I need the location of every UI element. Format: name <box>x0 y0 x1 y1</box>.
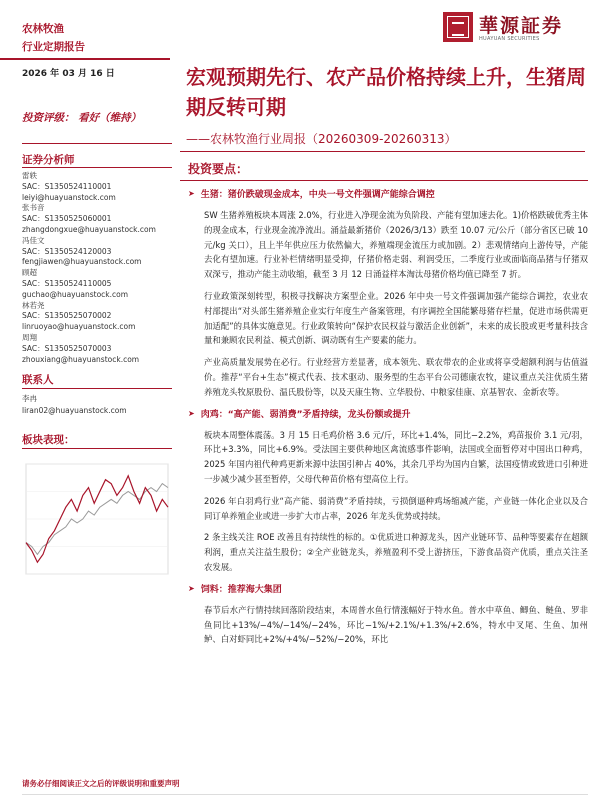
chart-divider <box>22 448 172 449</box>
arrow-right-icon: ➤ <box>188 408 195 418</box>
contact-heading: 联系人 <box>22 374 54 386</box>
paragraph: 行业政策深刻转型，积极寻找解决方案型企业。2026 年中央一号文件强调加强产能综合调控，农业农村部提出“对头部生猪养殖企业实行年度生产备案管理，有序调控全国能繁母猪存栏量，促进市场供需更加适配”的具体实施意见。行业政策转向“保护农民权益与激活企业创新”，未来的成长股或更考量科技含量和兼顾农民利益、模式创新、调动既有生产要素的能力。 <box>204 290 588 346</box>
section-title-chicken <box>188 407 588 420</box>
key-points-heading: 投资要点： <box>188 162 249 176</box>
section-title-text: 生猪：猪价跌破现金成本，中央一号文件强调产能综合调控 <box>200 190 435 200</box>
analyst-line: 冯佳文 <box>22 235 45 245</box>
paragraph: 2026 年白羽鸡行业“高产能、弱消费”矛盾持续，亏损倒逼种鸡场缩减产能，产业链一体化企业以及合同订单养殖企业或进一步扩大市占率，2026 年龙头优势或持续。 <box>204 495 588 521</box>
disclaimer-footer: 请务必仔细阅读正文之后的评级说明和重要声明 <box>22 779 180 788</box>
rating-divider <box>22 143 172 144</box>
key-points-divider <box>180 180 588 181</box>
analyst-line: SAC：S1350525070003 <box>22 343 112 353</box>
paragraph: 2 条主线关注 ROE 改善且有持续性的标的。①优质进口种源龙头，因产业链环节、品种等要素存在超额利润，重点关注益生股份；②全产业链龙头，养殖盈利不受上游挤压，下游食品资产优质，重点关注圣农发展。 <box>204 532 588 572</box>
analyst-line: 雷轶 <box>22 171 37 180</box>
analyst-line[interactable]: fengjiawen@huayuanstock.com <box>22 257 142 267</box>
brand-name: 華源証券 <box>479 15 564 37</box>
sector-performance-chart <box>22 458 172 580</box>
contact-info <box>22 393 127 417</box>
category-line-1: 农林牧渔 <box>22 23 64 35</box>
analysts-heading: 证券分析师 <box>22 154 75 166</box>
analyst-line: SAC：S1350524110001 <box>22 181 112 191</box>
investment-rating <box>22 110 141 125</box>
section-title-text: 肉鸡：“高产能、弱消费”矛盾持续，龙头份额或提升 <box>200 409 411 420</box>
contact-name: 李冉 <box>22 394 37 403</box>
analyst-line[interactable]: linruoyao@huayuanstock.com <box>22 322 136 332</box>
arrow-right-icon: ➤ <box>188 583 195 593</box>
report-subtitle: ——农林牧渔行业周报（20260309-20260313） <box>186 132 457 146</box>
section-title-feed <box>188 582 588 595</box>
analyst-line: SAC：S1350525070002 <box>22 311 112 321</box>
paragraph: 春节后水产行情持续回落阶段结束，本周普水鱼行情涨幅好于特水鱼。普水中草鱼、鲫鱼、鲢鱼、罗非鱼同比+13%/−4%/−14%/−24%，环比−1%/+2.1%/+1.3%/+2.6%，特水中叉尾、生鱼、加州鲈、白对虾同比+2%/+4%/−52%/−20%，环比 <box>204 604 588 645</box>
analyst-line[interactable]: guchao@huayuanstock.com <box>22 289 129 299</box>
report-title: 宏观预期先行、农产品价格持续上升，生猪周期反转可期 <box>186 65 586 119</box>
analyst-line: 林若尧 <box>22 300 45 310</box>
analyst-line: 周翔 <box>22 332 37 342</box>
section-title-hog <box>188 187 588 200</box>
analyst-line: 顾超 <box>22 268 37 278</box>
report-date: 2026 年 03 月 16 日 <box>22 69 115 79</box>
analyst-list <box>22 171 172 365</box>
analysts-divider <box>22 167 172 168</box>
arrow-right-icon: ➤ <box>188 189 195 198</box>
title-divider <box>180 151 585 152</box>
analyst-line: SAC：S1350525060001 <box>22 214 112 224</box>
key-points <box>180 160 588 654</box>
rating-value: 看好（维持） <box>78 112 142 124</box>
category-line-2: 行业定期报告 <box>22 41 85 53</box>
contact-divider <box>22 388 172 389</box>
analyst-line: SAC：S1350524120003 <box>22 246 112 256</box>
header-divider <box>0 58 170 60</box>
footer-divider <box>22 794 588 795</box>
analyst-line[interactable]: leiyi@huayuanstock.com <box>22 192 116 202</box>
chart-heading: 板块表现： <box>22 434 75 446</box>
analyst-line[interactable]: zhouxiang@huayuanstock.com <box>22 354 140 364</box>
section-title-text: 饲料：推荐海大集团 <box>200 584 282 595</box>
analyst-line[interactable]: zhangdongxue@huayuanstock.com <box>22 224 156 234</box>
paragraph: 板块本周整体震荡。3 月 15 日毛鸡价格 3.6 元/斤，环比+1.4%，同比−2.2%，鸡苗报价 3.1 元/羽，环比+3.3%，同比+6.9%。受法国主要供种地区禽流感事件影响，法国或全面暂停对中国出口种鸡，2025 年国内祖代种鸡更新来源中法国引种占 40%，其余几乎均为国内自繁，法国疫情或致进口引种进一步减少减少甚至暂停，父母代种苗价格有望高位上行。 <box>204 429 588 484</box>
contact-email[interactable]: liran02@huayuanstock.com <box>22 406 127 415</box>
analyst-line: SAC：S1350524110005 <box>22 278 112 288</box>
report-category <box>22 20 85 56</box>
brand-logo-icon <box>443 12 473 42</box>
paragraph: SW 生猪养殖板块本周涨 2.0%，行业进入净现金流为负阶段、产能有望加速去化。1)价格跌破优秀主体的现金成本，行业现金流净流出。涌益最新猪价（2026/3/13）跌至 10.07 元/公斤（部分省区已破 10 元/kg 关口），且上半年供应压力依然偏大，养殖端现金流压力或加剧。2）悲观情绪向上游传导，产能去化有望加速。行业补栏情绪明显受抑，仔猪价格走弱、利润受压，二季度行业或面临商品猪与仔猪双双深亏，推动产能主动收缩，截至 3 月 12 日涌益样本淘汰母猪价格均值已降至 7 折。 <box>204 210 588 280</box>
paragraph: 产业高质量发展势在必行。行业经营方差显著，成本领先、联农带农的企业或将享受超额利润与估值溢价。推荐“平台+生态”模式代表、技术驱动、服务型的生态平台公司德康农牧，建议重点关注优质生猪养殖龙头牧原股份、温氏股份等，以及天康生物、立华股份、中粮家佳康、京基智农、金新农等。 <box>204 357 588 397</box>
analyst-line: 张书音 <box>22 203 45 213</box>
brand-name-en: HUAYUAN SECURITIES <box>479 36 540 42</box>
rating-label: 投资评级： <box>22 112 75 124</box>
